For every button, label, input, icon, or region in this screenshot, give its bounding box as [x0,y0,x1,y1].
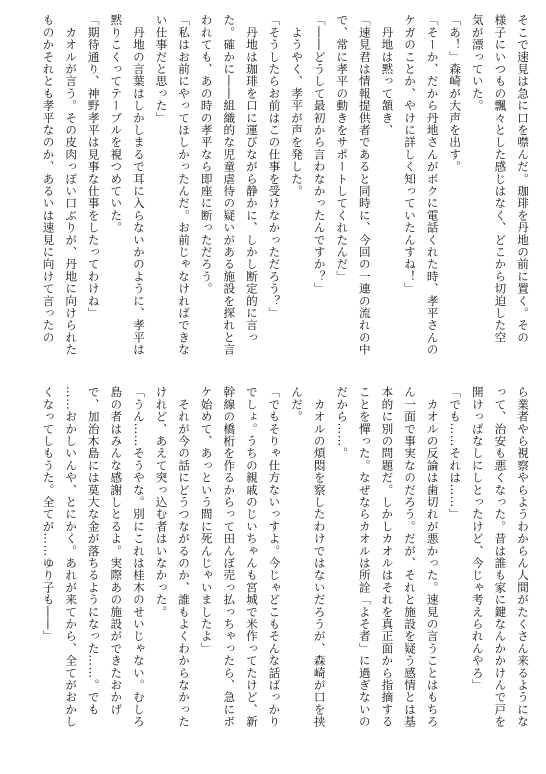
lower-text-block [8,386,534,760]
text-line: ことを憚った。なぜならカオルは所詮「よそ者」に過ぎないの [357,386,372,728]
text-line: ら業者やら視察やらようわからん人間がたくさん来るようにな [516,386,530,728]
text-line: い仕事だと思った」 [154,14,169,124]
text-line: で、加治木島には莫大な金が落ちるようになった……。でも [86,386,101,716]
text-line: んだ。 [290,386,305,423]
text-line: 「期待通り、神野孝平は見事な仕事をしたってわけね」 [86,14,101,319]
text-line: 「うん……そうやな。別にこれは桂木のせいじゃない。むしろ [131,386,146,728]
text-line: 「そうしたらお前はこの仕事を受けなかっただろう？」 [267,14,282,319]
text-line: 丹地は珈琲を口に運びながら静かに、しかし断定的に言っ [244,14,259,344]
upper-text-block [8,14,534,371]
text-line: ケガのことか、やけに詳しく知っていたんすね！」 [403,14,418,295]
text-line: 本的に別の問題だ。しかしカオルはそれを真正面から指摘する [380,386,395,728]
text-line: 幹線の橋桁を作るからって田んぼ売っ払っちゃったら、急にボ [222,386,237,728]
text-line: くなってしもうた。全てが……ゆり子も――」 [41,386,56,643]
text-line: ん一面で事実なのだろう。だが、それと施設を疑う感情とは基 [403,386,418,728]
text-line: ケ始めて、あっという間に死んじゃいましたよ」 [199,386,214,655]
text-line: 丹地の言葉はしかしまるで耳に入らないかのように、孝平は [131,14,146,356]
text-line: 「速見君は情報提供者であると同時に、今回の一連の流れの中 [357,14,372,356]
text-line: 「でも……それは……」 [448,386,463,521]
text-line: そこで速見は急に口を噤んだ。珈琲を丹地の前に置く。その [516,14,530,344]
text-line: 「そーか、だから丹地さんがボクに電話くれた時、孝平さんの [425,14,440,356]
text-line: た。確かに――組織的な児童虐待の疑いがある施設を探れと言 [222,14,237,356]
text-line: われても、あの時の孝平なら即座に断っただろう。 [199,14,214,295]
text-line: ……おかしいんや、とにかく。あれが来てから、全てがおかし [64,386,79,728]
text-line: 「――どうして最初から言わなかったんですか？」 [312,14,327,295]
text-line: だから……。 [335,386,350,460]
text-line: でしょ。うちの親戚のじいちゃんも宮城で米作ってたけど、新 [244,386,259,728]
text-line: 様子にいつもの飄々とした感じはなく、どこから切迫した空 [493,14,508,344]
text-line: 開けっぱなしにしとったけど、今じゃ考えられんやろ」 [470,386,485,691]
text-line: 「あ！」森崎が大声を出す。 [448,14,463,173]
text-line: 丹地は黙って頷き、 [380,14,395,136]
text-line: 気が漂っていた。 [470,14,485,112]
text-line: けれど、あえて突っ込む者はいなかった。 [154,386,169,618]
text-line: カオルが言う。その皮肉っぽい口ぶりが、丹地に向けられた [64,14,79,356]
text-line: 「でもそりゃ仕方ないっすよ。今じゃどこもそんな話ばっかり [267,386,282,728]
text-line: 黙りこくってテーブルを視つめていた。 [109,14,124,234]
text-line: 島の者はみんな感謝しとるよ。実際あの施設ができたおかげ [109,386,124,716]
text-line: カオルの煩悶を察したわけではないだろうが、森崎が口を挟 [312,386,327,728]
text-line: それが今の話にどうつながるのか、誰もよくわからなかった [177,386,192,728]
text-line: ようやく、孝平が声を発した。 [290,14,305,197]
text-line: って、治安も悪くなった。昔は誰も家に鍵なんかかけんで戸を [493,386,508,728]
text-line: カオルの反論は歯切れが悪かった。速見の言うことはもちろ [425,386,440,728]
text-line: で、常に孝平の動きをサポートしてくれたんだ」 [335,14,350,283]
text-line: ものかそれとも孝平なのか、あるいは速見に向けて言ったの [41,14,56,344]
text-line: 「私はお前にやってほしかったんだ。お前じゃなければできな [177,14,192,356]
